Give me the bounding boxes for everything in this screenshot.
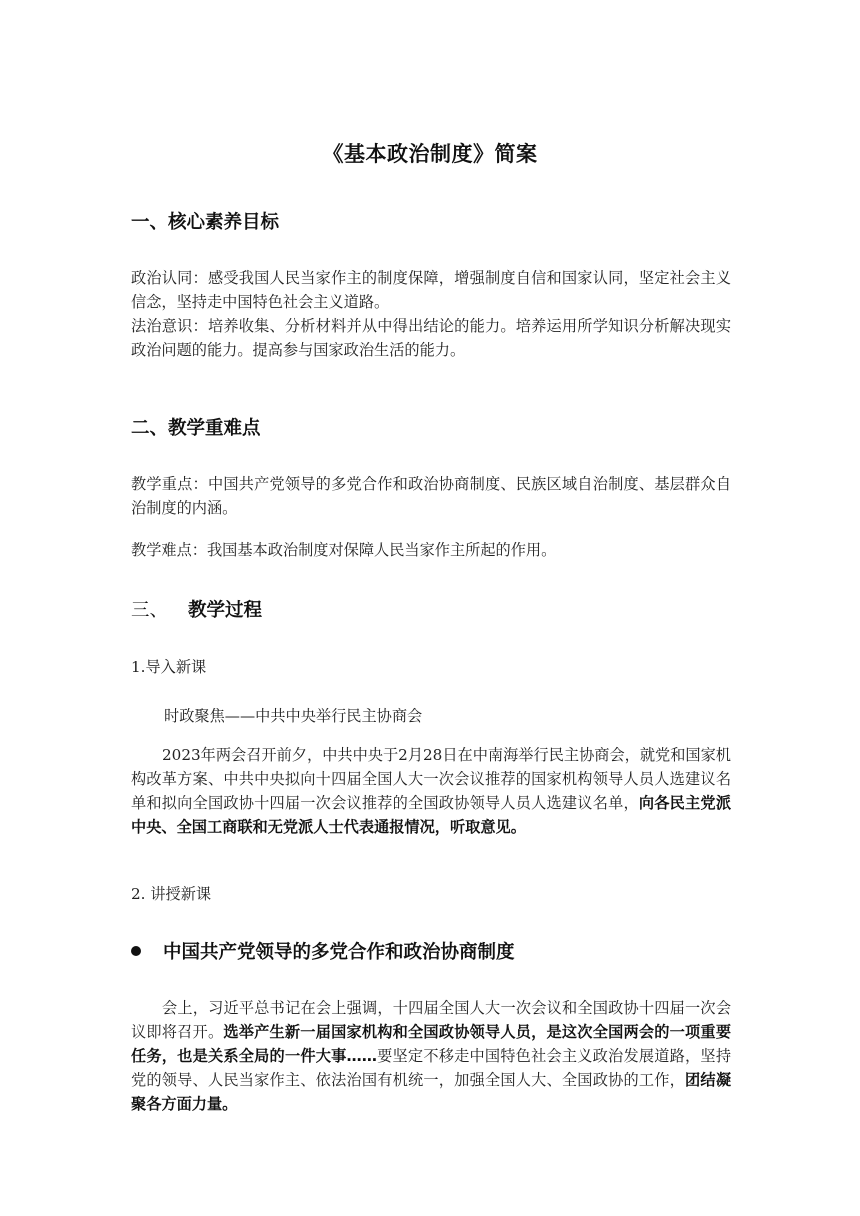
paragraph-political-identity: 政治认同：感受我国人民当家作主的制度保障，增强制度自信和国家认同，坚定社会主义信念，坚持走中国特色社会主义道路。 (131, 269, 731, 311)
news-text: 2023年两会召开前夕，中共中央于2月28日在中南海举行民主协商会，就党和国家机构改革方案、中共中央拟向十四届全国人大一次会议推荐的国家机构领导人员人选建议名单和拟向全国政协十四届一次会议推荐的全国政协领导人员人选建议名单， (131, 746, 731, 812)
bullet-heading (131, 938, 515, 964)
document-title: 《基本政治制度》简案 (322, 142, 538, 166)
news-focus-title: 时政聚焦——中共中央举行民主协商会 (164, 707, 423, 725)
news-emphasis: 向各民主党派中央、全国工商联和无党派人士代表通报情况，听取意见。 (131, 794, 732, 836)
paragraph-rule-of-law: 法治意识：培养收集、分析材料并从中得出结论的能力。培养运用所学知识分析解决现实政治问题的能力。提高参与国家政治生活的能力。 (131, 317, 731, 359)
bullet-dot-icon (131, 946, 141, 956)
subheading-intro: 1.导入新课 (131, 658, 207, 676)
speech-text-2: 要坚定不移走中国特色社会主义政治发展道路，坚持党的领导、人民当家作主、依法治国有机统一，加强全国人大、全国政协的工作， (131, 1047, 732, 1089)
section-heading-process (131, 596, 262, 622)
paragraph-speech (131, 996, 731, 1116)
section-heading-text: 教学过程 (188, 600, 263, 621)
paragraph-news (131, 743, 731, 839)
paragraph-teaching-focus: 教学重点：中国共产党领导的多党合作和政治协商制度、民族区域自治制度、基层群众自治制度的内涵。 (131, 475, 731, 517)
section-heading-objectives: 一、核心素养目标 (131, 212, 280, 233)
paragraph-teaching-difficulty: 教学难点：我国基本政治制度对保障人民当家作主所起的作用。 (131, 541, 557, 559)
subheading-new-lesson: 2. 讲授新课 (131, 885, 212, 903)
speech-text-1: 会上，习近平总书记在会上强调，十四届全国人大一次会议和全国政协十四届一次会议即将召开。 (131, 999, 731, 1041)
section-number: 三、 (131, 600, 169, 621)
section-heading-key-points: 二、教学重难点 (131, 418, 261, 439)
bullet-heading-text: 中国共产党领导的多党合作和政治协商制度 (163, 942, 515, 963)
speech-emphasis-2: 团结凝聚各方面力量。 (131, 1071, 732, 1113)
speech-emphasis-1: 选举产生新一届国家机构和全国政协领导人员，是这次全国两会的一项重要任务，也是关系全局的一件大事…… (131, 1023, 732, 1065)
